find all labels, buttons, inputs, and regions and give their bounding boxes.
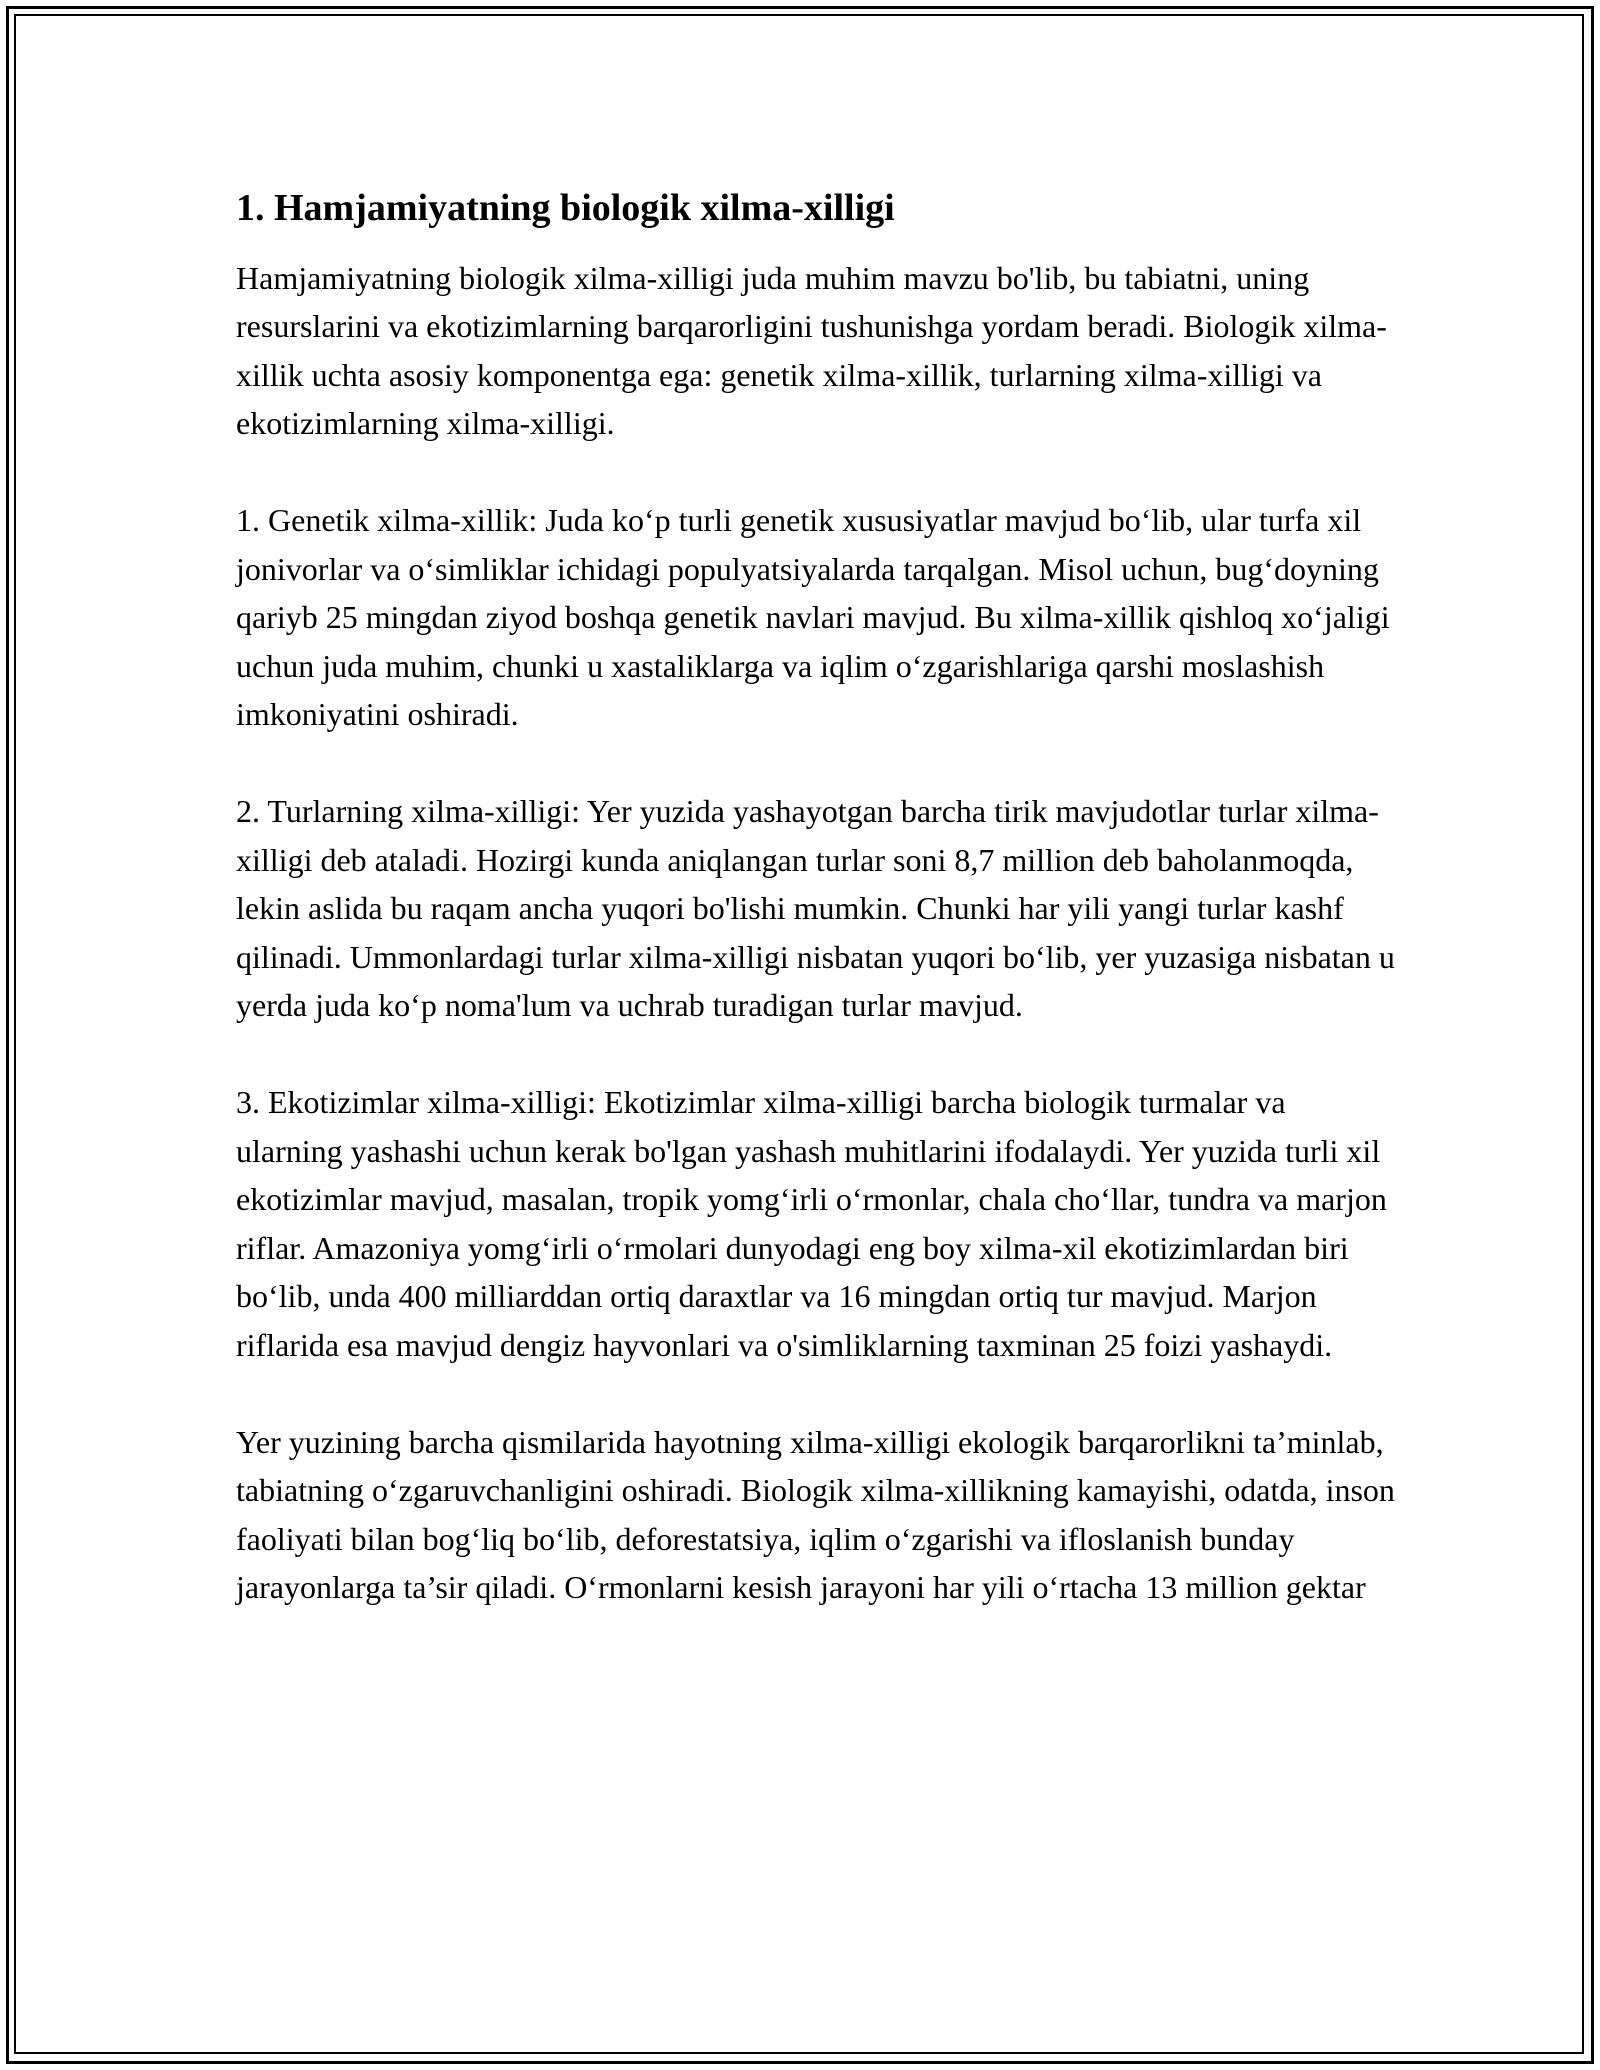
ecosystem-diversity-paragraph: 3. Ekotizimlar xilma-xilligi: Ekotizimlar xilma-xilligi barcha biologik turmalar va ularning yashashi uchun kerak bo'lgan yashash muhitlarini ifodalaydi. Yer yuzida turli xil ekotizimlar mavjud, masalan, tropik yomgʻirli oʻrmonlar, chala choʻllar, tundra va marjon riflar. Amazoniya yomgʻirli oʻrmolari dunyodagi eng boy xilma-xil ekotizimlardan biri boʻlib, unda 400 milliarddan ortiq daraxtlar va 16 mingdan ortiq tur mavjud. Marjon riflarida esa mavjud dengiz hayvonlari va o'simliklarning taxminan 25 foizi yashaydi. [236, 1084, 1387, 1363]
species-diversity-paragraph: 2. Turlarning xilma-xilligi: Yer yuzida yashayotgan barcha tirik mavjudotlar turlar xilma-xilligi deb ataladi. Hozirgi kunda aniqlangan turlar soni 8,7 million deb baholanmoqda, lekin aslida bu raqam ancha yuqori bo'lishi mumkin. Chunki har yili yangi turlar kashf qilinadi. Ummonlardagi turlar xilma-xilligi nisbatan yuqori boʻlib, yer yuzasiga nisbatan u yerda juda koʻp noma'lum va uchrab turadigan turlar mavjud. [236, 793, 1395, 1024]
document-body [236, 186, 1396, 1660]
genetic-diversity-paragraph: 1. Genetik xilma-xillik: Juda koʻp turli genetik xususiyatlar mavjud boʻlib, ular turfa xil jonivorlar va oʻsimliklar ichidagi populyatsiyalarda tarqalgan. Misol uchun, bugʻdoyning qariyb 25 mingdan ziyod boshqa genetik navlari mavjud. Bu xilma-xillik qishloq xoʻjaligi uchun juda muhim, chunki u xastaliklarga va iqlim oʻzgarishlariga qarshi moslashish imkoniyatini oshiradi. [236, 502, 1390, 733]
intro-paragraph: Hamjamiyatning biologik xilma-xilligi juda muhim mavzu bo'lib, bu tabiatni, uning resurslarini va ekotizimlarning barqarorligini tushunishga yordam beradi. Biologik xilma-xillik uchta asosiy komponentga ega: genetik xilma-xillik, turlarning xilma-xilligi va ekotizimlarning xilma-xilligi. [236, 259, 1387, 442]
document-title: 1. Hamjamiyatning biologik xilma-xilligi [236, 187, 895, 229]
conclusion-paragraph: Yer yuzining barcha qismilarida hayotning xilma-xilligi ekologik barqarorlikni ta’minlab, tabiatning oʻzgaruvchanligini oshiradi. Biologik xilma-xillikning kamayishi, odatda, inson faoliyati bilan bogʻliq boʻlib, deforestatsiya, iqlim oʻzgarishi va ifloslanish bunday jarayonlarga ta’sir qiladi. Oʻrmonlarni kesish jarayoni har yili oʻrtacha 13 million gektar [236, 1423, 1395, 1606]
